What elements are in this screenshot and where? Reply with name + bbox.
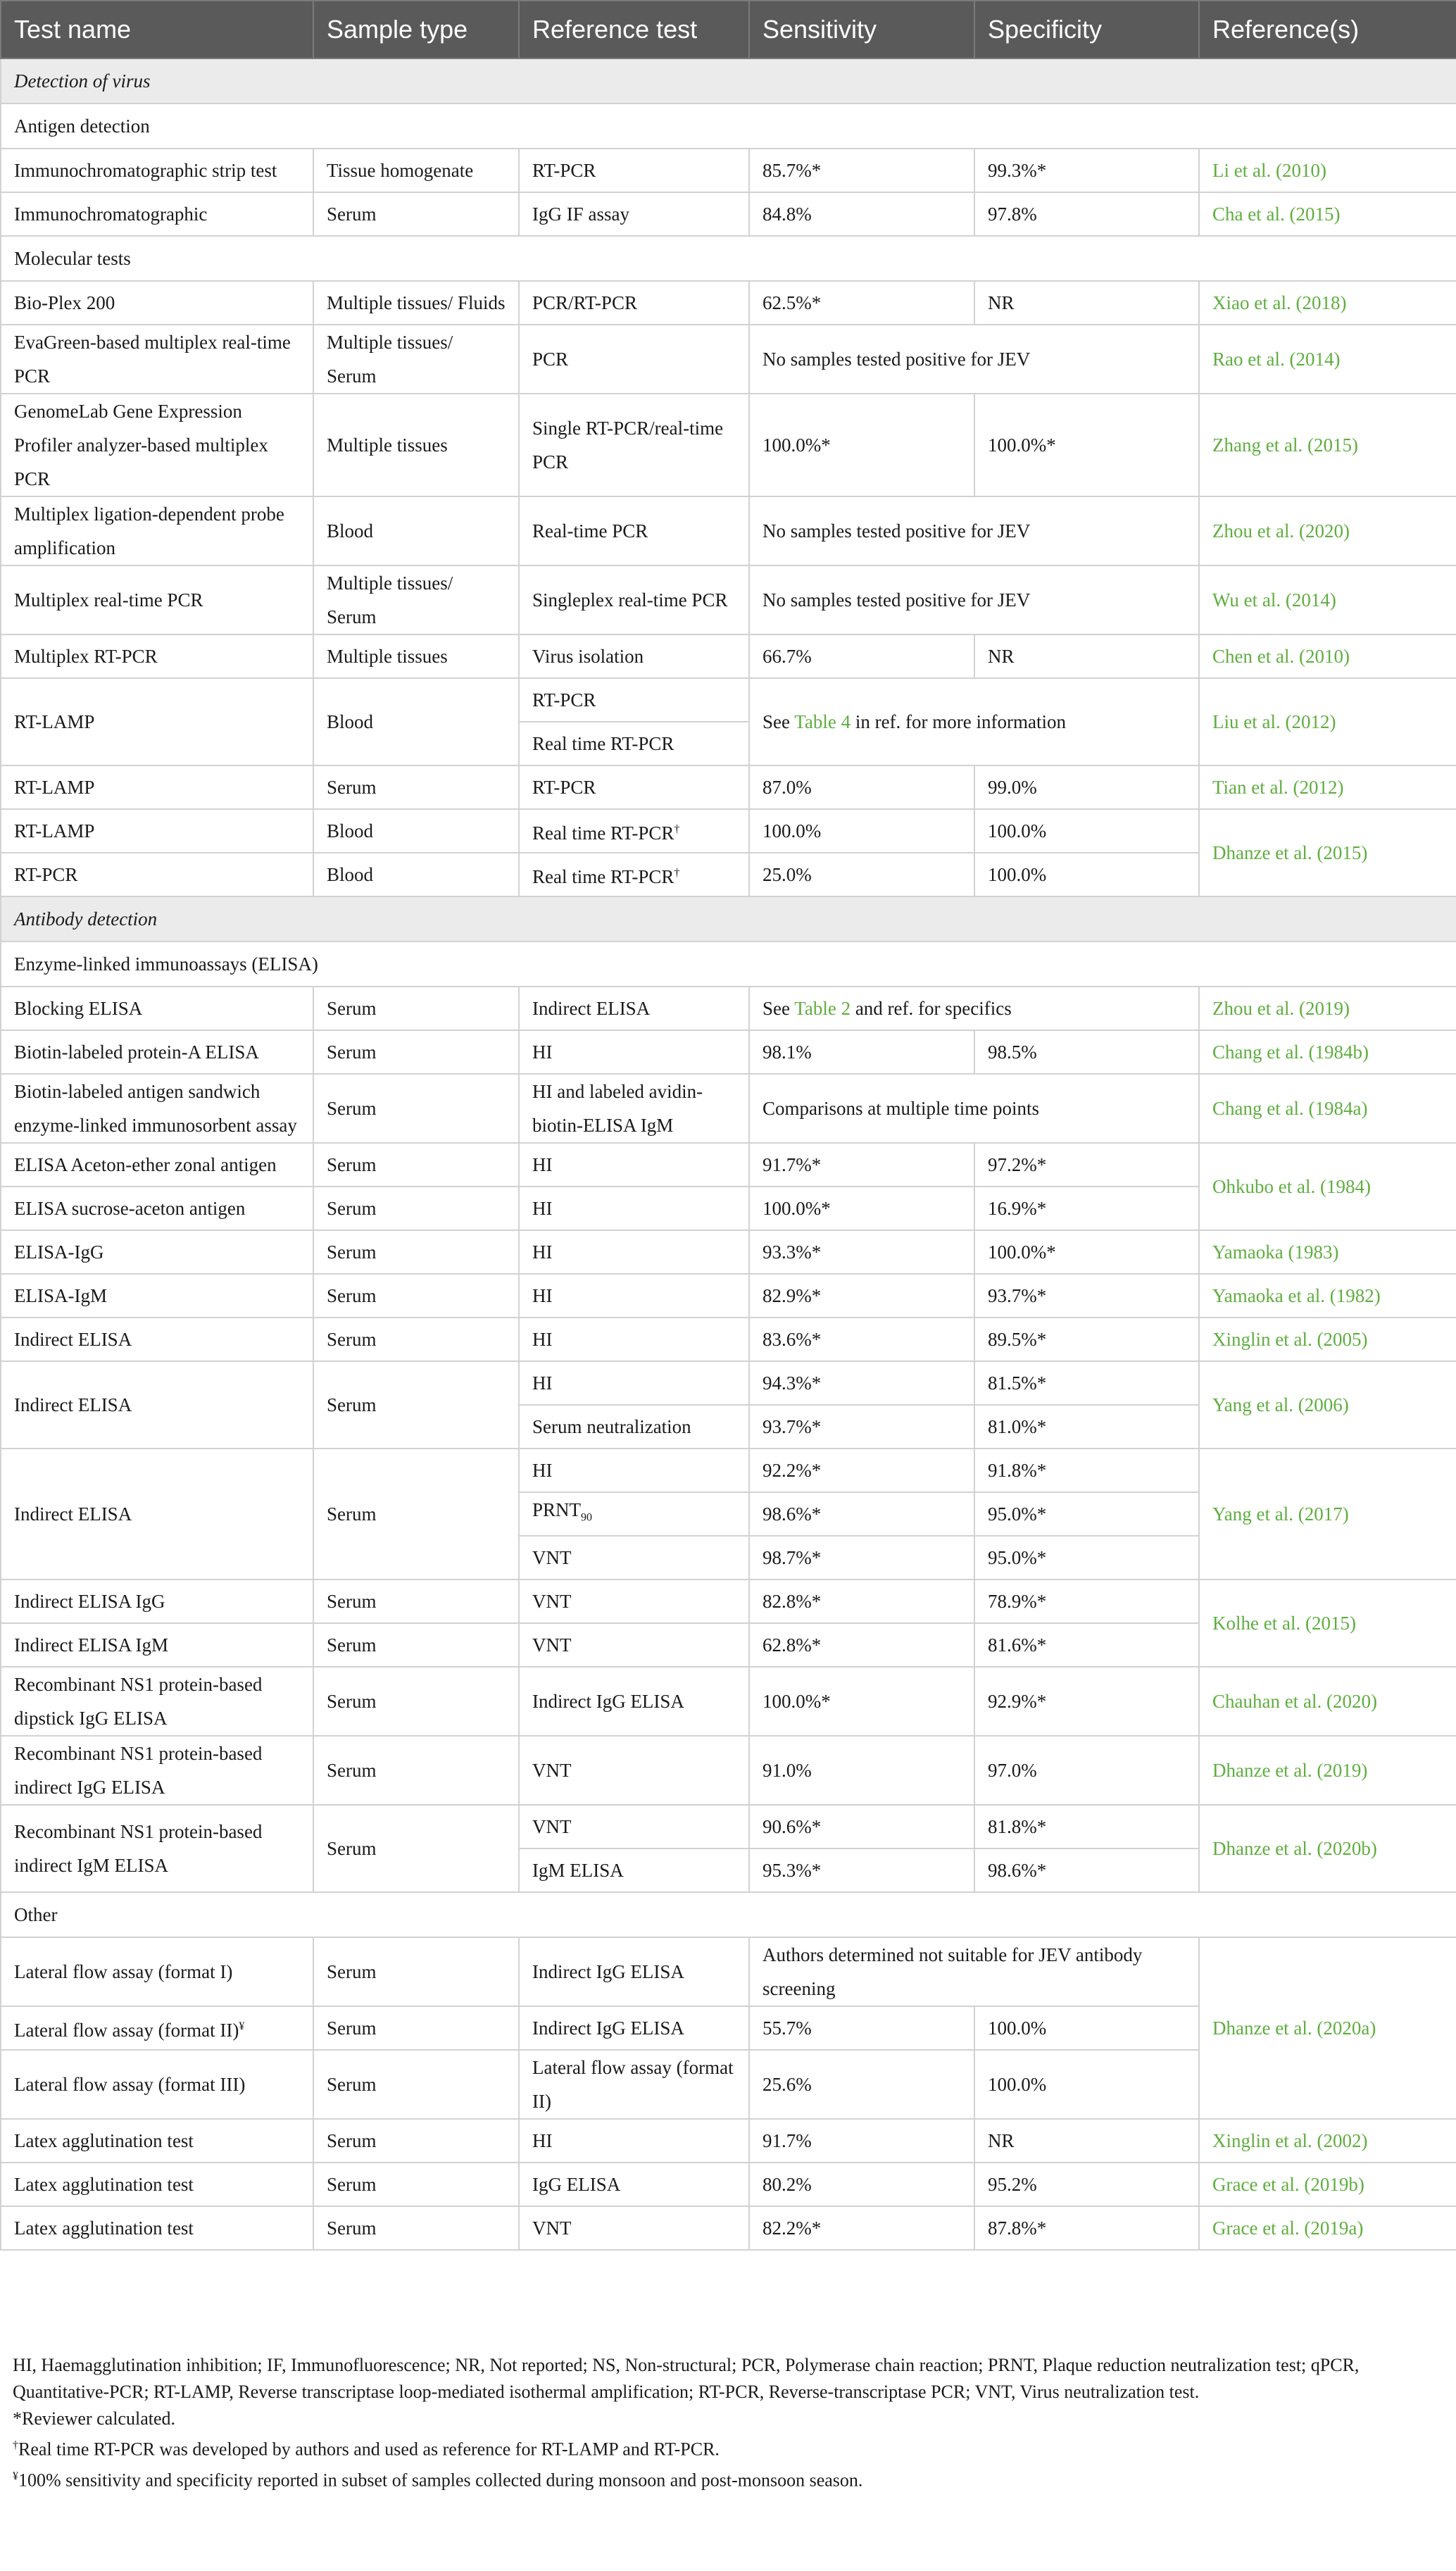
test-name: Recombinant NS1 protein-based indirect IgM ELISA [1,1805,313,1892]
reference-test: HI [519,2119,749,2163]
test-name: RT-PCR [1,853,313,896]
sensitivity: 98.7%* [749,1536,974,1579]
table-row [1,1074,1456,1143]
sensitivity: 87.0% [749,765,974,809]
sensitivity: 91.0% [749,1736,974,1805]
reference-link[interactable]: Xinglin et al. (2005) [1199,1318,1456,1361]
specificity: 16.9%* [974,1187,1199,1230]
table-row [1,1805,1456,1849]
sensitivity: 82.9%* [749,1274,974,1318]
reference-link[interactable]: Grace et al. (2019a) [1199,2206,1456,2250]
reference-link[interactable]: Dhanze et al. (2015) [1199,809,1456,896]
reference-link[interactable]: Chen et al. (2010) [1199,634,1456,678]
test-name: Immunochromatographic [1,192,313,236]
specificity: 91.8%* [974,1449,1199,1492]
table-row [1,1230,1456,1274]
test-name-text: Lateral flow assay (format II) [14,2019,239,2041]
section-row [1,58,1456,104]
sample-type: Serum [313,1143,519,1187]
test-name: Latex agglutination test [1,2206,313,2250]
reference-test: HI [519,1361,749,1405]
test-name [1,2006,313,2050]
dagger-mark: † [674,866,680,879]
reference-test: HI [519,1449,749,1492]
reference-test: Real-time PCR [519,496,749,565]
reference-test: VNT [519,1579,749,1623]
col-header-sample-type: Sample type [313,1,519,58]
table-row [1,2163,1456,2206]
sample-type: Multiple tissues/ Serum [313,565,519,634]
test-name: ELISA sucrose-aceton antigen [1,1187,313,1230]
sample-type: Multiple tissues [313,394,519,496]
sample-type: Blood [313,496,519,565]
sensitivity: 83.6%* [749,1318,974,1361]
sample-type: Serum [313,987,519,1030]
header-row [1,1,1456,58]
reference-link[interactable]: Liu et al. (2012) [1199,678,1456,765]
table-row [1,1318,1456,1361]
reference-test-text: PRNT [532,1499,582,1521]
test-name: Indirect ELISA IgG [1,1579,313,1623]
sample-type: Serum [313,765,519,809]
reference-test: RT-PCR [519,149,749,192]
note-text: See [762,711,790,732]
subsection-row [1,1892,1456,1937]
sensitivity: 85.7%* [749,149,974,192]
table-row [1,1579,1456,1623]
test-name: Latex agglutination test [1,2119,313,2163]
col-header-sensitivity: Sensitivity [749,1,974,58]
table-row [1,1937,1456,2006]
sensitivity: 93.3%* [749,1230,974,1274]
reference-test-text: Real time RT-PCR [532,865,674,887]
sensitivity: 100.0%* [749,1187,974,1230]
sample-type: Tissue homogenate [313,149,519,192]
test-name: Indirect ELISA [1,1449,313,1579]
reference-test: Indirect IgG ELISA [519,1937,749,2006]
test-name: Recombinant NS1 protein-based indirect IgG ELISA [1,1736,313,1805]
col-header-specificity: Specificity [974,1,1199,58]
reference-test: VNT [519,1736,749,1805]
table-row [1,1736,1456,1805]
specificity: 93.7%* [974,1274,1199,1318]
test-name: Indirect ELISA [1,1318,313,1361]
specificity: NR [974,2119,1199,2163]
reference-test: HI [519,1187,749,1230]
specificity: 100.0% [974,809,1199,853]
table-row [1,149,1456,192]
reference-link[interactable]: Dhanze et al. (2020a) [1199,1937,1456,2119]
table-row [1,2206,1456,2250]
table-footnotes [13,2352,1442,2494]
table-row [1,1030,1456,1074]
table-row [1,565,1456,634]
section-label: Antibody detection [1,896,1456,942]
table-row [1,1274,1456,1318]
result-note: Authors determined not suitable for JEV antibody screening [749,1937,1199,2006]
test-name: ELISA-IgG [1,1230,313,1274]
reference-link[interactable]: Dhanze et al. (2019) [1199,1736,1456,1805]
sensitivity: 84.8% [749,192,974,236]
test-name: ELISA-IgM [1,1274,313,1318]
dagger-footnote [13,2432,1442,2463]
table-row [1,809,1456,853]
subsection-label: Molecular tests [1,236,1456,281]
sample-type: Serum [313,2119,519,2163]
specificity: 98.5% [974,1030,1199,1074]
table-link[interactable]: Table 2 [794,998,851,1019]
sample-type: Serum [313,1449,519,1579]
specificity: NR [974,634,1199,678]
reference-test: RT-PCR [519,678,749,722]
specificity: 100.0% [974,2006,1199,2050]
sensitivity: 93.7%* [749,1405,974,1449]
table-row [1,2119,1456,2163]
specificity: 81.0%* [974,1405,1199,1449]
reference-test: Lateral flow assay (format II) [519,2050,749,2119]
sensitivity: 100.0%* [749,1667,974,1736]
sample-type: Serum [313,1623,519,1667]
col-header-test-name: Test name [1,1,313,58]
reference-test: HI and labeled avidin-biotin-ELISA IgM [519,1074,749,1143]
table-link[interactable]: Table 4 [794,711,851,732]
subscript: 90 [581,1511,593,1524]
sample-type: Serum [313,1318,519,1361]
test-name: Biotin-labeled protein-A ELISA [1,1030,313,1074]
sample-type: Multiple tissues/ Fluids [313,281,519,325]
test-name: RT-LAMP [1,678,313,765]
specificity: 99.0% [974,765,1199,809]
sensitivity: 90.6%* [749,1805,974,1849]
section-row [1,896,1456,942]
reference-test: IgG ELISA [519,2163,749,2206]
reference-link[interactable]: Rao et al. (2014) [1199,325,1456,394]
reference-test: HI [519,1318,749,1361]
table-row [1,1361,1456,1405]
reference-test: Singleplex real-time PCR [519,565,749,634]
specificity: 97.8% [974,192,1199,236]
table-row [1,1143,1456,1187]
sample-type: Serum [313,1736,519,1805]
sample-type: Serum [313,1361,519,1449]
test-name: Blocking ELISA [1,987,313,1030]
reference-test: RT-PCR [519,765,749,809]
result-note: No samples tested positive for JEV [749,325,1199,394]
result-note [749,678,1199,765]
reviewer-footnote: *Reviewer calculated. [13,2408,175,2429]
table-row [1,325,1456,394]
reference-test: VNT [519,1623,749,1667]
sample-type: Serum [313,1274,519,1318]
sensitivity: 91.7% [749,2119,974,2163]
sensitivity: 98.6%* [749,1492,974,1536]
test-name: Immunochromatographic strip test [1,149,313,192]
specificity: 100.0% [974,853,1199,896]
specificity: 100.0% [974,2050,1199,2119]
specificity: 81.5%* [974,1361,1199,1405]
subsection-label: Other [1,1892,1456,1937]
reference-link[interactable]: Li et al. (2010) [1199,149,1456,192]
specificity: 92.9%* [974,1667,1199,1736]
reference-link[interactable]: Zhang et al. (2015) [1199,394,1456,496]
sample-type: Blood [313,853,519,896]
specificity: 81.6%* [974,1623,1199,1667]
reference-test: VNT [519,1536,749,1579]
specificity: 87.8%* [974,2206,1199,2250]
sensitivity: 80.2% [749,2163,974,2206]
reference-test: Indirect IgG ELISA [519,2006,749,2050]
sample-type: Serum [313,1579,519,1623]
test-name: ELISA Aceton-ether zonal antigen [1,1143,313,1187]
sensitivity: 25.0% [749,853,974,896]
table-row [1,1449,1456,1492]
reference-link[interactable]: Chauhan et al. (2020) [1199,1667,1456,1736]
specificity: 98.6%* [974,1849,1199,1892]
sample-type: Serum [313,192,519,236]
table-row [1,192,1456,236]
reference-test: Real time RT-PCR [519,722,749,765]
reference-link[interactable]: Ohkubo et al. (1984) [1199,1143,1456,1230]
sample-type: Multiple tissues/ Serum [313,325,519,394]
sample-type: Blood [313,809,519,853]
result-note: No samples tested positive for JEV [749,565,1199,634]
subsection-row [1,236,1456,281]
col-header-references: Reference(s) [1199,1,1456,58]
reference-link[interactable]: Yang et al. (2006) [1199,1361,1456,1449]
reference-test: Single RT-PCR/real-time PCR [519,394,749,496]
sensitivity: 91.7%* [749,1143,974,1187]
reference-link[interactable]: Dhanze et al. (2020b) [1199,1805,1456,1892]
sample-type: Serum [313,2050,519,2119]
specificity: 100.0%* [974,394,1199,496]
test-name: Multiplex ligation-dependent probe amplification [1,496,313,565]
test-name: RT-LAMP [1,765,313,809]
subsection-row [1,104,1456,149]
reference-link[interactable]: Yamaoka (1983) [1199,1230,1456,1274]
note-text: in ref. for more information [855,711,1066,732]
table-row [1,394,1456,496]
reference-test: Indirect ELISA [519,987,749,1030]
sensitivity: 94.3%* [749,1361,974,1405]
reference-link[interactable]: Grace et al. (2019b) [1199,2163,1456,2206]
reference-link[interactable]: Kolhe et al. (2015) [1199,1579,1456,1667]
sample-type: Serum [313,2163,519,2206]
sensitivity: 95.3%* [749,1849,974,1892]
test-name: Biotin-labeled antigen sandwich enzyme-linked immunosorbent assay [1,1074,313,1143]
reference-test: PCR [519,325,749,394]
reference-link[interactable]: Zhou et al. (2019) [1199,987,1456,1030]
reference-link[interactable]: Tian et al. (2012) [1199,765,1456,809]
reference-test: HI [519,1274,749,1318]
reference-test: Serum neutralization [519,1405,749,1449]
sensitivity: 66.7% [749,634,974,678]
test-name: Recombinant NS1 protein-based dipstick IgG ELISA [1,1667,313,1736]
sample-type: Serum [313,2006,519,2050]
sensitivity: 100.0% [749,809,974,853]
section-label: Detection of virus [1,58,1456,104]
reference-test: HI [519,1230,749,1274]
reference-test: VNT [519,1805,749,1849]
dagger-mark: † [674,822,680,835]
result-note [749,987,1199,1030]
specificity: 81.8%* [974,1805,1199,1849]
yen-footnote-text: 100% sensitivity and specificity reported in subset of samples collected during monsoon and post-monsoon season. [18,2470,863,2491]
specificity: 97.0% [974,1736,1199,1805]
reference-link[interactable]: Chang et al. (1984b) [1199,1030,1456,1074]
specificity: NR [974,281,1199,325]
reference-link[interactable]: Xinglin et al. (2002) [1199,2119,1456,2163]
reference-link[interactable]: Wu et al. (2014) [1199,565,1456,634]
reference-link[interactable]: Chang et al. (1984a) [1199,1074,1456,1143]
sensitivity: 92.2%* [749,1449,974,1492]
dagger-mark: † [13,2439,18,2451]
table-row [1,634,1456,678]
subsection-row [1,942,1456,987]
reference-test [519,809,749,853]
dagger-footnote-text: Real time RT-PCR was developed by authors and used as reference for RT-LAMP and RT-PCR. [18,2439,720,2460]
sensitivity: 82.2%* [749,2206,974,2250]
sensitivity: 82.8%* [749,1579,974,1623]
reference-test: HI [519,1143,749,1187]
sensitivity: 62.8%* [749,1623,974,1667]
sample-type: Serum [313,1937,519,2006]
reference-test: IgG IF assay [519,192,749,236]
reference-test: HI [519,1030,749,1074]
reference-test: Indirect IgG ELISA [519,1667,749,1736]
note-text: and ref. for specifics [855,998,1012,1019]
yen-footnote [13,2463,1442,2494]
specificity: 100.0%* [974,1230,1199,1274]
sample-type: Serum [313,1030,519,1074]
test-name: Indirect ELISA IgM [1,1623,313,1667]
sample-type: Serum [313,1074,519,1143]
yen-mark: ¥ [13,2470,18,2482]
reference-test: PCR/RT-PCR [519,281,749,325]
test-name: GenomeLab Gene Expression Profiler analyzer-based multiplex PCR [1,394,313,496]
specificity: 99.3%* [974,149,1199,192]
reference-test [519,1492,749,1536]
sample-type: Serum [313,1805,519,1892]
test-name: Latex agglutination test [1,2163,313,2206]
sensitivity: 98.1% [749,1030,974,1074]
result-note: Comparisons at multiple time points [749,1074,1199,1143]
sample-type: Blood [313,678,519,765]
specificity: 78.9%* [974,1579,1199,1623]
test-name: Indirect ELISA [1,1361,313,1449]
reference-link[interactable]: Zhou et al. (2020) [1199,496,1456,565]
specificity: 95.0%* [974,1492,1199,1536]
sensitivity: 100.0%* [749,394,974,496]
result-note: No samples tested positive for JEV [749,496,1199,565]
sensitivity: 62.5%* [749,281,974,325]
yen-mark: ¥ [239,2020,245,2032]
table-row [1,678,1456,722]
specificity: 95.2% [974,2163,1199,2206]
reference-link[interactable]: Cha et al. (2015) [1199,192,1456,236]
sample-type: Serum [313,1667,519,1736]
specificity: 97.2%* [974,1143,1199,1187]
col-header-reference-test: Reference test [519,1,749,58]
table-row [1,1667,1456,1736]
reference-link[interactable]: Xiao et al. (2018) [1199,281,1456,325]
subsection-label: Antigen detection [1,104,1456,149]
subsection-label: Enzyme-linked immunoassays (ELISA) [1,942,1456,987]
reference-test [519,853,749,896]
reference-test-text: Real time RT-PCR [532,822,674,844]
test-name: EvaGreen-based multiplex real-time PCR [1,325,313,394]
sample-type: Serum [313,2206,519,2250]
table-row [1,987,1456,1030]
reference-link[interactable]: Yang et al. (2017) [1199,1449,1456,1579]
sensitivity: 55.7% [749,2006,974,2050]
reference-test: VNT [519,2206,749,2250]
sample-type: Serum [313,1230,519,1274]
reference-link[interactable]: Yamaoka et al. (1982) [1199,1274,1456,1318]
table-row [1,281,1456,325]
table-row [1,765,1456,809]
test-name: Lateral flow assay (format III) [1,2050,313,2119]
sensitivity: 25.6% [749,2050,974,2119]
test-name: RT-LAMP [1,809,313,853]
test-name: Bio-Plex 200 [1,281,313,325]
test-name: Lateral flow assay (format I) [1,1937,313,2006]
abbreviations-footnote: HI, Haemagglutination inhibition; IF, Immunofluorescence; NR, Not reported; NS, Non-structural; PCR, Polymerase chain reaction; PRNT, Plaque reduction neutralization test; qPCR, Quantitative-PCR; RT-LAMP, Reverse transcriptase loop-mediated isothermal amplification; RT-PCR, Reverse-transcriptase PCR; VNT, Virus neutralization test. [13,2355,1360,2402]
test-name: Multiplex RT-PCR [1,634,313,678]
table-row [1,496,1456,565]
sample-type: Multiple tissues [313,634,519,678]
reference-test: Virus isolation [519,634,749,678]
note-text: See [762,998,790,1019]
sample-type: Serum [313,1187,519,1230]
reference-test: IgM ELISA [519,1849,749,1892]
test-name: Multiplex real-time PCR [1,565,313,634]
specificity: 95.0%* [974,1536,1199,1579]
specificity: 89.5%* [974,1318,1199,1361]
